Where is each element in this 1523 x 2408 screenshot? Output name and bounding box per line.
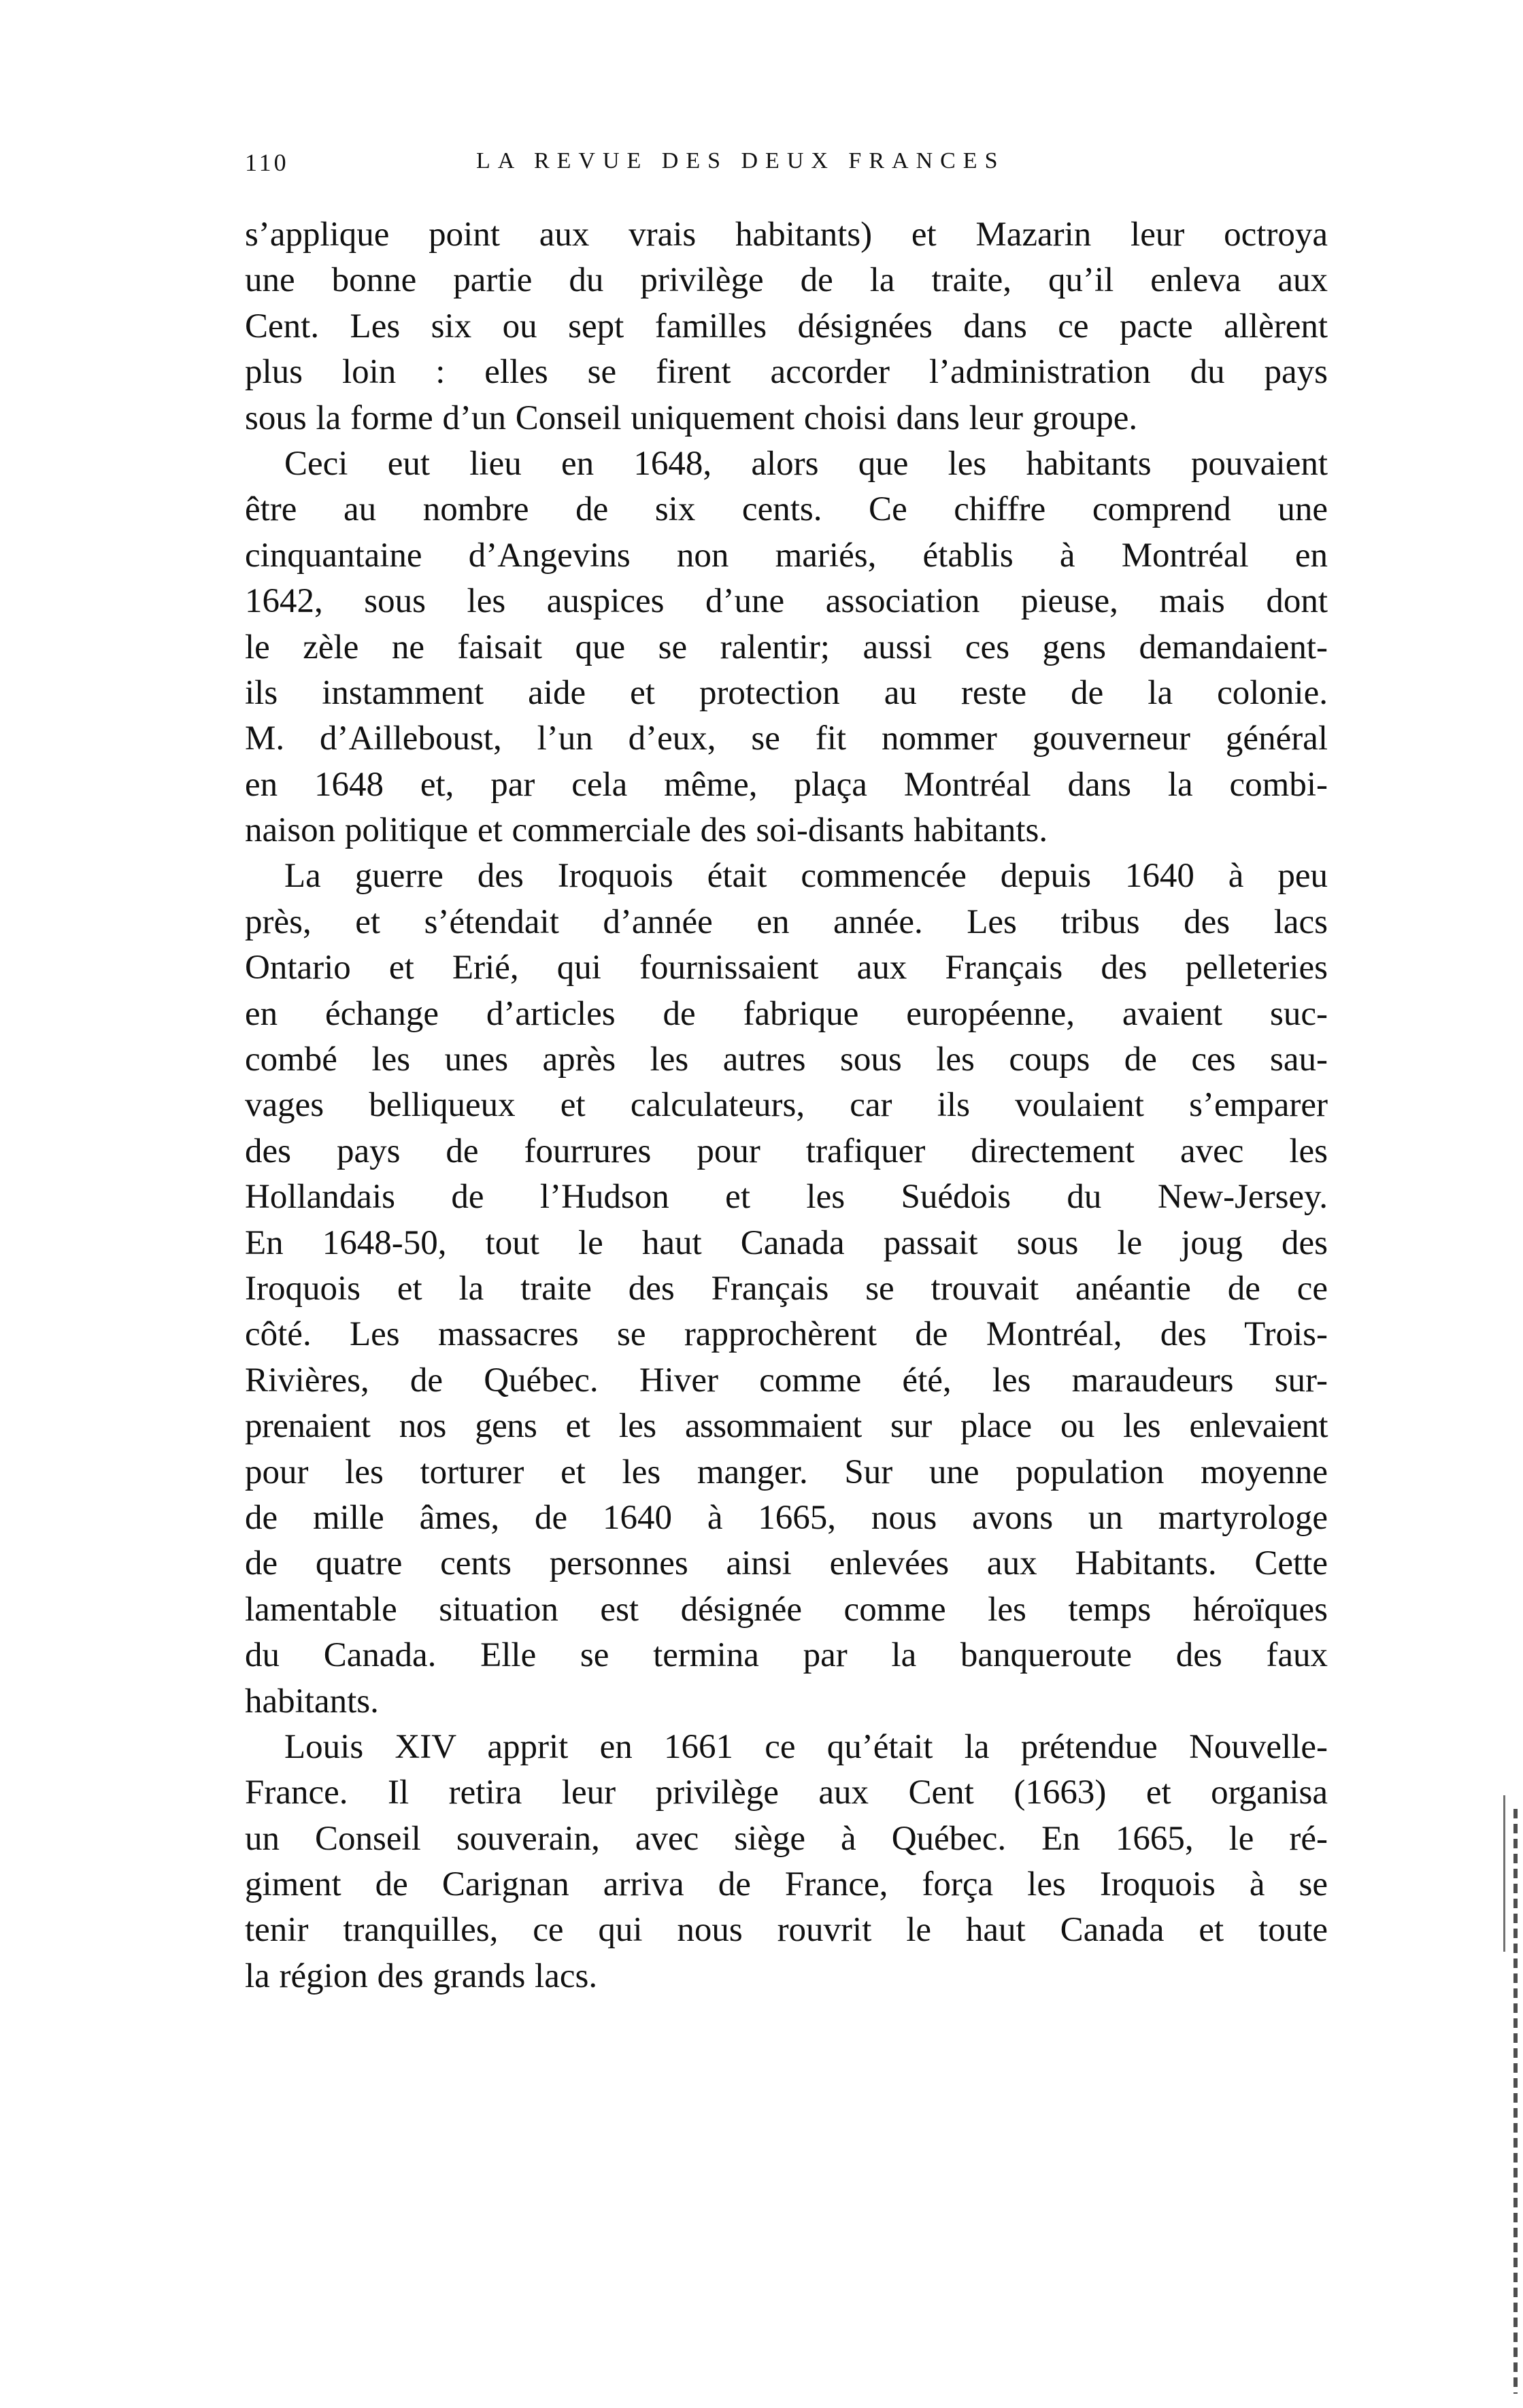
text-line: du Canada. Elle se termina par la banqueroute des faux <box>245 1636 1328 1675</box>
text-line: Ontario et Erié, qui fournissaient aux Français des pelleteries <box>245 949 1328 987</box>
text-line: sous la forme d’un Conseil uniquement choisi dans leur groupe. <box>245 398 1138 437</box>
text-line: Rivières, de Québec. Hiver comme été, les maraudeurs sur- <box>245 1361 1328 1400</box>
text-line: prenaient nos gens et les assommaient sur place ou les enlevaient <box>245 1407 1328 1446</box>
text-line: côté. Les massacres se rapprochèrent de Montréal, des Trois- <box>245 1315 1328 1354</box>
page-number: 110 <box>245 149 289 176</box>
text-line: combé les unes après les autres sous les coups de ces sau- <box>245 1040 1328 1079</box>
text-line: une bonne partie du privilège de la traite, qu’il enleva aux <box>245 261 1328 300</box>
text-line: vages belliqueux et calculateurs, car ils voulaient s’emparer <box>245 1086 1328 1125</box>
journal-title: LA REVUE DES DEUX FRANCES <box>476 148 1005 173</box>
text-line: près, et s’étendait d’année en année. Les tribus des lacs <box>245 902 1328 941</box>
text-line: M. d’Ailleboust, l’un d’eux, se fit nommer gouverneur général <box>245 719 1328 758</box>
text-line: lamentable situation est désignée comme les temps héroïques <box>245 1590 1328 1629</box>
running-head <box>245 148 1326 189</box>
text-line: La guerre des Iroquois était commencée depuis 1640 à peu <box>284 857 1328 896</box>
scan-edge-marks <box>1513 1809 1518 2394</box>
text-line: habitants. <box>245 1682 379 1720</box>
text-line: Hollandais de l’Hudson et les Suédois du New-Jersey. <box>245 1178 1328 1217</box>
text-line: des pays de fourrures pour trafiquer directement avec les <box>245 1132 1328 1170</box>
text-line: Iroquois et la traite des Français se trouvait anéantie de ce <box>245 1269 1328 1308</box>
body-text <box>245 212 1328 1999</box>
paragraph-3 <box>245 853 1328 1724</box>
text-line: France. Il retira leur privilège aux Cent (1663) et organisa <box>245 1774 1328 1812</box>
text-line: tenir tranquilles, ce qui nous rouvrit le haut Canada et toute <box>245 1911 1328 1950</box>
text-line: en échange d’articles de fabrique européenne, avaient suc- <box>245 994 1328 1033</box>
text-line: plus loin : elles se firent accorder l’administration du pays <box>245 353 1328 392</box>
text-line: giment de Carignan arriva de France, força les Iroquois à se <box>245 1865 1328 1904</box>
text-line: la région des grands lacs. <box>245 1956 598 1995</box>
text-line: le zèle ne faisait que se ralentir; aussi ces gens demandaient- <box>245 628 1328 666</box>
text-line: être au nombre de six cents. Ce chiffre comprend une <box>245 490 1328 529</box>
text-line: en 1648 et, par cela même, plaça Montréal dans la combi- <box>245 765 1328 804</box>
text-line: 1642, sous les auspices d’une association pieuse, mais dont <box>245 582 1328 621</box>
paragraph-1 <box>245 212 1328 441</box>
paragraph-2 <box>245 441 1328 854</box>
text-line: Louis XIV apprit en 1661 ce qu’était la prétendue Nouvelle- <box>284 1727 1328 1766</box>
text-line: de mille âmes, de 1640 à 1665, nous avons un martyrologe <box>245 1498 1328 1537</box>
text-line: naison politique et commerciale des soi-disants habitants. <box>245 811 1048 850</box>
text-line: s’applique point aux vrais habitants) et Mazarin leur octroya <box>245 216 1328 254</box>
text-line: cinquantaine d’Angevins non mariés, établis à Montréal en <box>245 536 1328 575</box>
text-line: Ceci eut lieu en 1648, alors que les habitants pouvaient <box>284 444 1328 483</box>
text-line: ils instamment aide et protection au reste de la colonie. <box>245 673 1328 712</box>
text-line: un Conseil souverain, avec siège à Québec. En 1665, le ré- <box>245 1819 1328 1858</box>
text-line: En 1648-50, tout le haut Canada passait sous le joug des <box>245 1223 1328 1262</box>
text-line: de quatre cents personnes ainsi enlevées aux Habitants. Cette <box>245 1544 1328 1583</box>
scan-edge-line <box>1503 1795 1505 1952</box>
paragraph-4 <box>245 1725 1328 1999</box>
text-line: pour les torturer et les manger. Sur une population moyenne <box>245 1453 1328 1491</box>
text-line: Cent. Les six ou sept familles désignées dans ce pacte allèrent <box>245 307 1328 345</box>
